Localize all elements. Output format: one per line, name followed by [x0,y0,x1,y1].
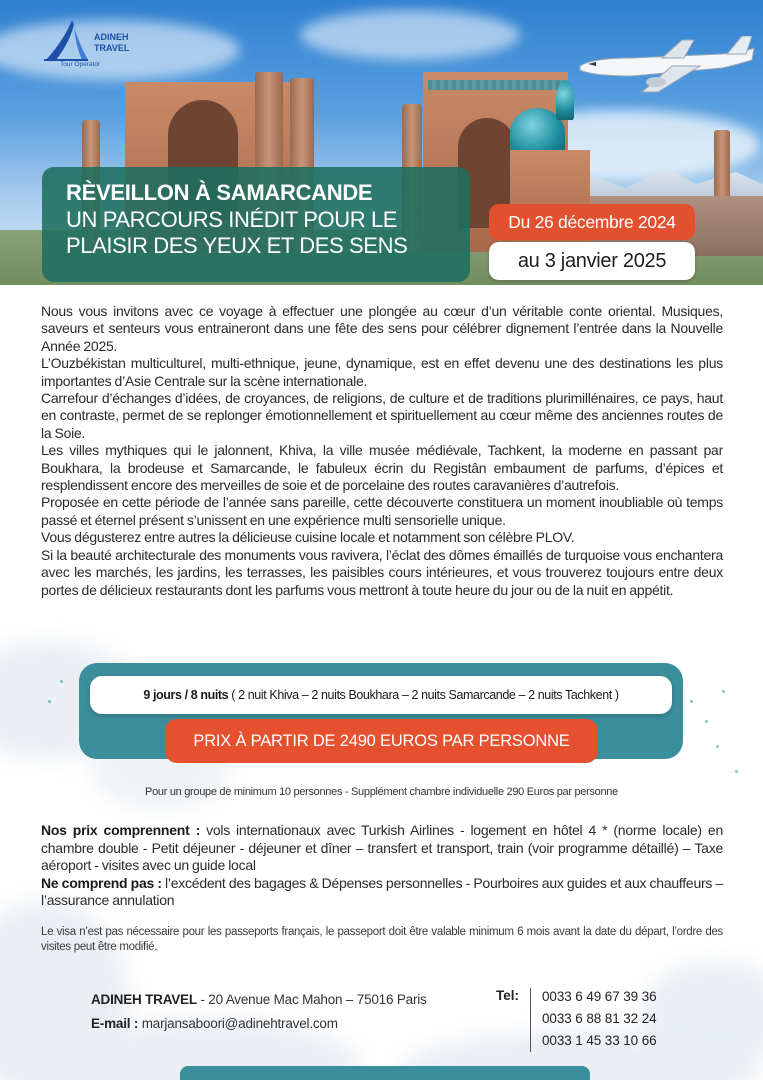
contact-info [91,988,427,1036]
intro-paragraph: Si la beauté architecturale des monuments vous ravivera, l’éclat des dômes émaillés de turquoise vous enchantera avec les marchés, les jardins, les terrasses, les paisibles cours intérieures, et vous trouverez toujours entre deux portes de délicieux restaurants dont les parfums vous mettront à toute heure du jour ou de la nuit en appétit. [41,546,723,598]
footer-strip [180,1066,590,1080]
airplane-illustration [572,36,757,96]
includes-label: Nos prix comprennent : [41,822,200,838]
tel-label: Tel: [496,988,519,1003]
excludes-block [41,875,723,910]
company-address: - 20 Avenue Mac Mahon – 75016 Paris [196,992,427,1007]
email-label: E-mail : [91,1016,139,1031]
logo-icon [42,18,90,63]
phone-number[interactable]: 0033 6 88 81 32 24 [542,1011,657,1026]
excludes-text: l’excédent des bagages & Dépenses personnelles - Pourboires aux guides et aux chauffeurs – l’assurance annulation [41,874,723,909]
divider [530,988,531,1052]
intro-paragraph: Vous dégusterez entre autres la délicieuse cuisine locale et notamment son célèbre PLOV. [41,529,575,546]
intro-paragraph: Proposée en cette période de l’année sans pareille, cette découverte constituera un moment inoubliable où temps passé et éternel présent s’unissent en une expérience multi sensorielle unique. [41,494,723,528]
intro-text [41,303,723,599]
intro-paragraph: Nous vous invitons avec ce voyage à effectuer une plongée au cœur d’un véritable conte oriental. Musiques, saveurs et senteurs vous entraineront dans une fête des sens pour célébrer dignement l’entrée dans la Nouvelle Année 2025. [41,303,723,354]
duration-detail: ( 2 nuit Khiva – 2 nuits Boukhara – 2 nuits Samarcande – 2 nuits Tachkent ) [228,688,619,702]
logo-tagline: Tour Operator [60,61,101,68]
hero-banner [0,0,763,285]
duration-box [90,676,672,714]
visa-note: Le visa n’est pas nécessaire pour les passeports français, le passeport doit être valable minimum 6 mois avant la date du départ, l’ordre des visites peut être modifié. [41,926,723,953]
intro-paragraph: L’Ouzbékistan multiculturel, multi-ethnique, jeune, dynamique, est en effet devenu une des destinations les plus importantes d’Asie Centrale sur la scène internationale. [41,355,723,389]
title-box [42,167,470,282]
subtitle-line1: UN PARCOURS INÉDIT POUR LE [66,207,398,232]
end-date-badge: au 3 janvier 2025 [489,242,695,280]
phone-number[interactable]: 0033 6 49 67 39 36 [542,989,657,1004]
duration-summary: 9 jours / 8 nuits [143,688,229,702]
start-date-badge: Du 26 décembre 2024 [489,204,695,240]
group-note: Pour un groupe de minimum 10 personnes - Supplément chambre individuelle 290 Euros par personne [145,786,618,798]
company-name: ADINEH TRAVEL [91,992,197,1007]
intro-paragraph: Les villes mythiques qui le jalonnent, Khiva, la ville musée médiévale, Tachkent, la moderne en passant par Boukhara, la brodeuse et Samarcande, le fabuleux écrin du Registân embaument de parfums, d’épices et resplendissent encore des merveilles de soie et de porcelaine des routes caravanières d’autrefois. [41,442,723,494]
phone-list [542,986,657,1052]
conditions-text [41,822,723,910]
price-badge: PRIX À PARTIR DE 2490 EUROS PAR PERSONNE [165,719,598,763]
phone-number[interactable]: 0033 1 45 33 10 66 [542,1033,657,1048]
includes-block [41,822,723,875]
subtitle-line2: PLAISIR DES YEUX ET DES SENS [66,233,408,258]
main-title: RÈVEILLON À SAMARCANDE [66,180,373,205]
intro-paragraph: Carrefour d’échanges d’idées, de croyances, de religions, de culture et de traditions plurimillénaires, ce pays, haut en contraste, permet de se replonger émotionnellement et spirituellement au cœur même des anciennes routes de la Soie. [41,390,723,441]
email-link[interactable]: marjansaboori@adinehtravel.com [138,1016,338,1031]
adineh-travel-logo: ADINEH TRAVEL Tour Operator [42,18,152,73]
excludes-label: Ne comprend pas : [41,874,162,891]
includes-text: vols internationaux avec Turkish Airlines - logement en hôtel 4 * (norme locale) en chambre double - Petit déjeuner - déjeuner et dîner – transfert et transport, train (voir programme détaillé) – Taxe aéroport - visites avec un guide local [41,822,723,874]
